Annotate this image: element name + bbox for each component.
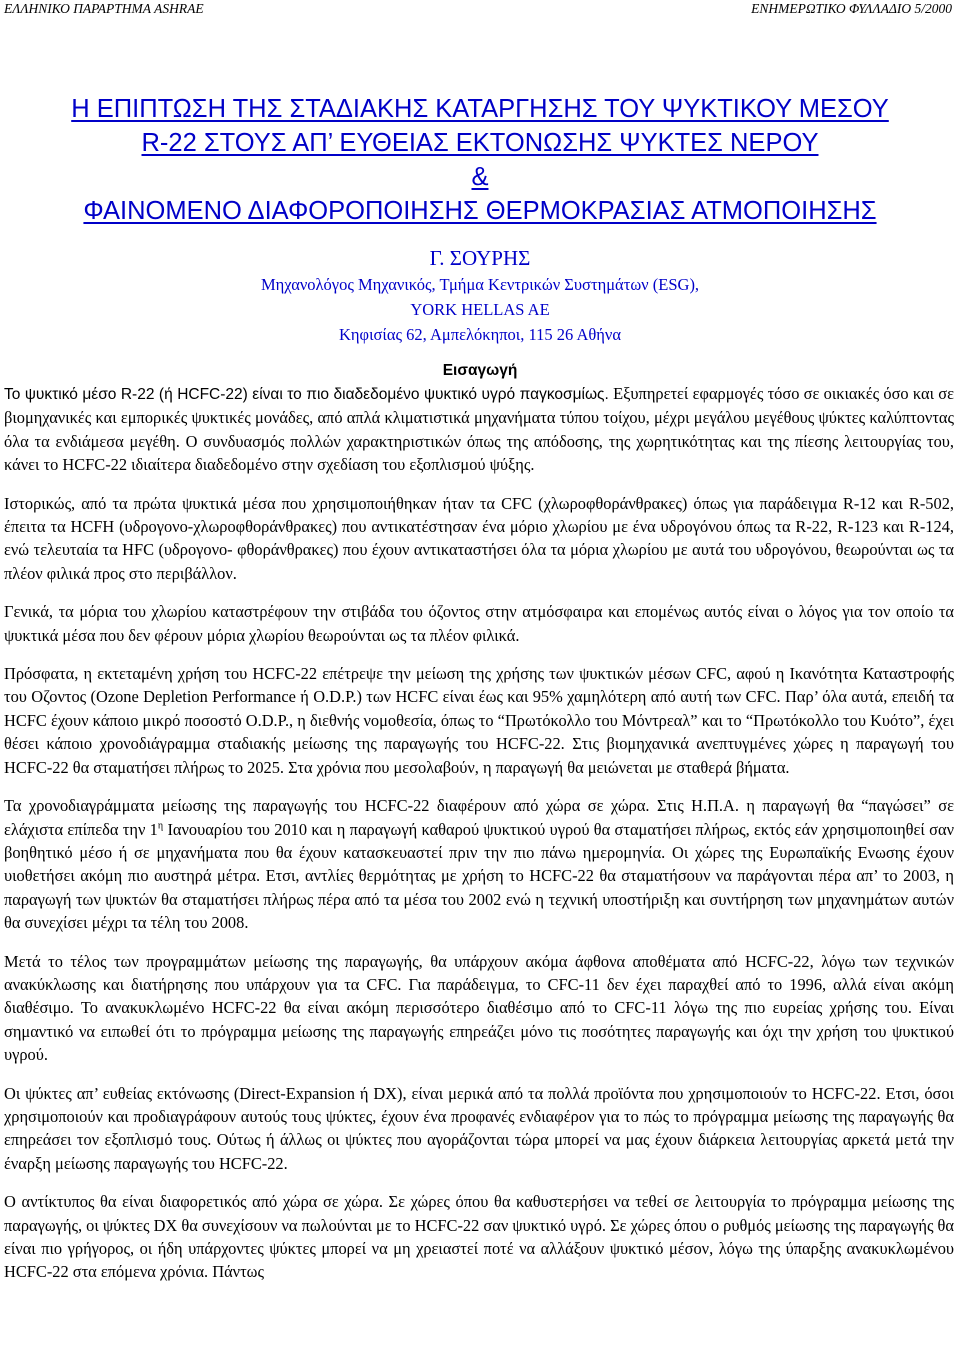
article-title (0, 92, 960, 228)
paragraph: Πρόσφατα, η εκτεταμένη χρήση του HCFC-22 επέτρεψε την μείωση της χρήσης των ψυκτικών μέσων CFC, αφού η Ικανότητα Καταστροφής του Οζοντος (Ozone Depletion Performance ή O.D.P.) των HCFC είναι έως και 95% χαμηλότερη από αυτή των CFC. Παρ’ όλα αυτά, επειδή τα HCFC έχουν κάποιο μικρό ποσοστό O.D.P., η διεθνής νομοθεσία, όπως το “Πρωτόκολλο του Μόντρεαλ” και το “Πρωτόκολλο του Κυότο”, έχει θέσει κάποιο χρονοδιάγραμμα σταδιακής μείωσης της παραγωγής του HCFC-22. Στις βιομηχανικά ανεπτυγμένες χώρες η παραγωγή του HCFC-22 θα σταματήσει πλήρως το 2025. Στα χρόνια που μεσολαβούν, η παραγωγή θα μειώνεται με σταθερά βήματα. (4, 664, 954, 777)
header-left-text: ΕΛΛΗΝΙΚΟ ΠΑΡΑΡΤΗΜΑ ASHRAE (4, 1, 204, 16)
paragraph-text: Εξυπηρετεί εφαρμογές τόσο σε οικιακές όσο και σε βιομηχανικές και εμπορικές ψυκτικές μονάδες, από απλά κλιματιστικά μηχανήματα τύπου τοίχου, μέχρι μεγάλου μεγέθους ψύκτες καλύπτοντας όλα τα ενδιάμεσα μεγέθη. Ο συνδυασμός πολλών χαρακτηριστικών όπως της απόδοσης, της χωρητικότητας και της πίεσης λειτουργίας του, κάνει το HCFC-22 ιδιαίτερα διαδεδομένο στην σχεδίαση του εξοπλισμού ψύξης. (4, 384, 954, 475)
title-line-2: R-22 ΣΤΟΥΣ ΑΠ’ ΕΥΘΕΙΑΣ ΕΚΤΟΝΩΣΗΣ ΨΥΚΤΕΣ ΝΕΡΟΥ (141, 129, 819, 157)
paragraph (4, 794, 954, 934)
author-block (0, 244, 960, 347)
paragraph: Οι ψύκτες απ’ ευθείας εκτόνωσης (Direct-Expansion ή DX), είναι μερικά από τα πολλά προϊόντα που χρησιμοποιούν το HCFC-22. Ετσι, όσοι χρησιμοποιούν και προδιαγράφουν αυτούς τους ψύκτες, έχουν ένα προφανές ενδιαφέρον για το πώς το πρόγραμμα μείωσης της παραγωγής θα επηρεάσει τον εξοπλισμό τους. Ούτως ή άλλως οι ψύκτες που αγοράζονται τώρα μπορεί να μας έχουν διάρκεια λειτουργίας αρκετά μετά την έναρξη μείωσης παραγωγής του HCFC-22. (4, 1083, 954, 1173)
title-line-4: ΦΑΙΝΟΜΕΝΟ ΔΙΑΦΟΡΟΠΟΙΗΣΗΣ ΘΕΡΜΟΚΡΑΣΙΑΣ ΑΤΜΟΠΟΙΗΣΗΣ (83, 197, 877, 225)
section-heading: Εισαγωγή (442, 362, 518, 379)
title-line-1: Η ΕΠΙΠΤΩΣΗ ΤΗΣ ΣΤΑΔΙΑΚΗΣ ΚΑΤΑΡΓΗΣΗΣ ΤΟΥ ΨΥΚΤΙΚΟΥ ΜΕΣΟΥ (71, 95, 889, 123)
author-role: Μηχανολόγος Μηχανικός, Τμήμα Κεντρικών Συστημάτων (ESG), (260, 275, 700, 294)
title-line-3: & (471, 163, 489, 191)
paragraph: Γενικά, τα μόρια του χλωρίου καταστρέφουν την στιβάδα του όζοντος στην ατμόσφαιρα και επομένως αυτός είναι ο λόγος για τον οποίο τα ψυκτικά μέσα που δεν φέρουν μόρια χλωρίου θεωρούνται ως τα πλέον φιλικά. (4, 602, 954, 645)
running-header (4, 0, 952, 20)
paragraph-text: Ιανουαρίου του 2010 και η παραγωγή καθαρού ψυκτικού υγρού θα σταματήσει πλήρως, εκτός εάν χρησιμοποιηθεί σαν βοηθητικό μέσο ή σε μηχανήματα που θα έχουν κατασκευαστεί πριν την πιο πάνω ημερομηνία. Οι χώρες της Ευρωπαϊκής Ενωσης έχουν υιοθετήσει ακόμη πιο αυστηρά μέτρα. Ετσι, αντλίες θερμότητας με χρήση το HCFC-22 θα σταματήσουν να παράγονται πέρα απ’ το 2003, η παραγωγή των ψυκτών θα σταματήσει πλήρως πέρα από τα μέσα του 2002 ενώ η τεχνική υποστήριξη και συντήρηση των μηχανημάτων αυτών θα συνεχίσει μέχρι τα τέλη του 2008. (4, 819, 954, 933)
paragraph-text: Τα χρονοδιαγράμματα μείωσης της παραγωγής του HCFC-22 διαφέρουν από χώρα σε χώρα. Στις Η.Π.Α. η παραγωγή θα “παγώσει” σε ελάχιστα επίπεδα την 1 (4, 796, 954, 839)
paragraph-lead: Το ψυκτικό μέσο R-22 (ή HCFC-22) είναι το πιο διαδεδομένο ψυκτικό υγρό παγκοσμίως. (4, 386, 609, 403)
author-address: Κηφισίας 62, Αμπελόκηποι, 115 26 Αθήνα (339, 325, 621, 344)
paragraph: Μετά το τέλος των προγραμμάτων μείωσης της παραγωγής, θα υπάρχουν ακόμα άφθονα αποθέματα από HCFC-22, λόγω των τεχνικών ανακύκλωσης και διατήρησης που υπάρχουν για τα CFC. Για παράδειγμα, το CFC-11 δεν έχει παραχθεί από το 1996, αλλά είναι ακόμη διαθέσιμο. Το ανακυκλωμένο HCFC-22 θα είναι ακόμη περισσότερο διαθέσιμο από το CFC-11 λόγω της πιο ευρείας χρήσης του. Είναι σημαντικό να ειπωθεί ότι το πρόγραμμα μείωσης της παραγωγής επηρεάζει μόνο τις ποσότητες παραγωγής και όχι την χρήση του ψυκτικού υγρού. (4, 951, 954, 1065)
author-company: YORK HELLAS AE (410, 300, 550, 319)
paragraph: Ο αντίκτυπος θα είναι διαφορετικός από χώρα σε χώρα. Σε χώρες όπου θα καθυστερήσει να τεθεί σε λειτουργία το πρόγραμμα μείωσης της παραγωγής, οι ψύκτες DX θα συνεχίσουν να πωλούνται με το HCFC-22 σαν ψυκτικό υγρό. Σε χώρες όπου ο ρυθμός μείωσης της παραγωγής θα είναι πιο γρήγορος, οι ήδη υπάρχοντες ψύκτες μπορεί να μη χρειαστεί ποτέ να αλλάξουν ψυκτικό μέσον, λόγω της ύπαρξης ανακυκλωμένου HCFC-22 στα επόμενα χρόνια. Πάντως (4, 1192, 954, 1282)
ordinal-superscript: η (157, 820, 164, 832)
paragraph (4, 382, 954, 477)
author-name: Γ. ΣΟΥΡΗΣ (429, 246, 531, 270)
header-right-text: ΕΝΗΜΕΡΩΤΙΚΟ ΦΥΛΛΑΔΙΟ 5/2000 (751, 1, 952, 16)
paragraph: Ιστορικώς, από τα πρώτα ψυκτικά μέσα που χρησιμοποιήθηκαν ήταν τα CFC (χλωροφθοράνθρακες) όπως για παράδειγμα R-12 και R-502, έπειτα τα HCFH (υδρογονο-χλωροφθοράνθρακες) που αντικατέστησαν ένα μόριο χλωρίου με ένα υδρογόνου όπως τα R-22, R-123 και R-124, ενώ τελευταία τα HFC (υδρογονο- φθοράνθρακες) που έχουν αντικαταστήσει όλα τα μόρια χλωρίου με αυτά του υδρογόνου, θεωρούνται ως τα πλέον φιλικά προς στο περιβάλλον. (4, 493, 954, 583)
body-text (4, 382, 954, 1299)
